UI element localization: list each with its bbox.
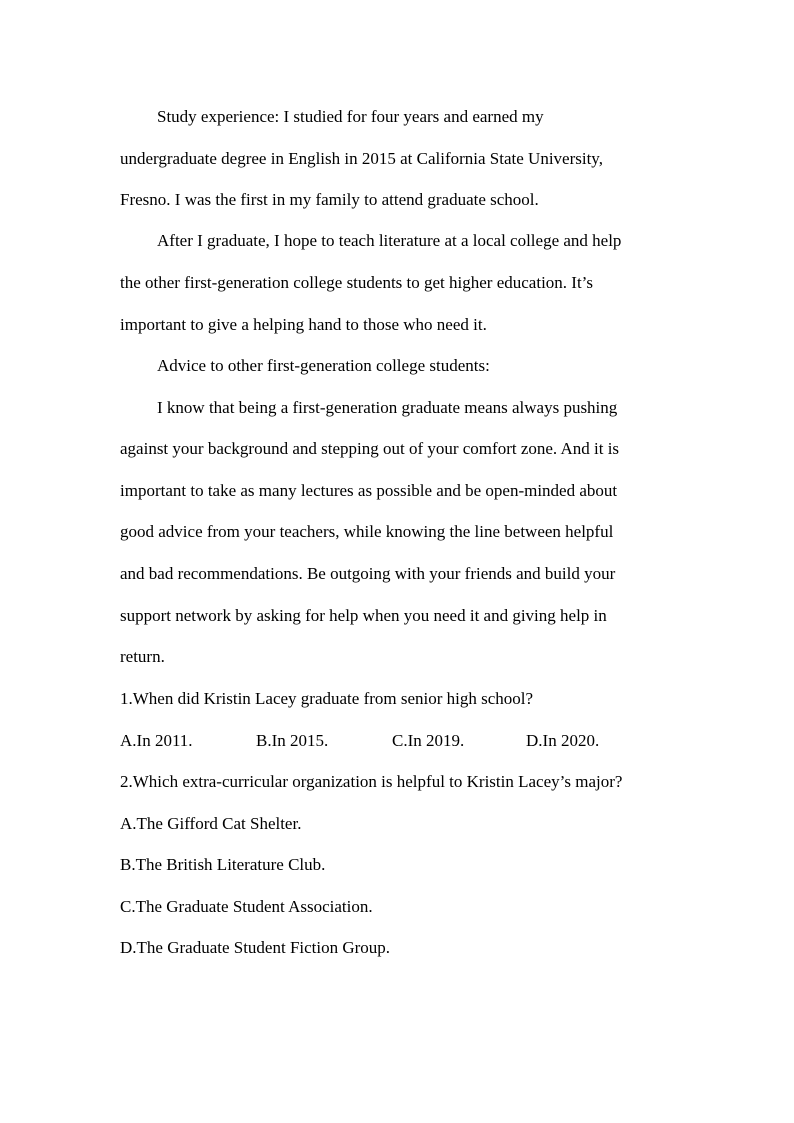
paragraph-line: and bad recommendations. Be outgoing with your friends and build your (120, 564, 616, 583)
paragraph-line: the other first-generation college students to get higher education. It’s (120, 273, 594, 292)
paragraph-line: important to take as many lectures as possible and be open-minded about (120, 481, 618, 500)
question-1-option-b: B.In 2015. (256, 731, 329, 750)
paragraph-line: important to give a helping hand to those who need it. (120, 315, 487, 334)
question-1-option-d: D.In 2020. (526, 731, 600, 750)
paragraph-line: I know that being a first-generation graduate means always pushing (157, 398, 618, 417)
question-2-option-b: B.The British Literature Club. (120, 855, 326, 874)
paragraph-line: return. (120, 647, 165, 666)
paragraph-line: Fresno. I was the first in my family to attend graduate school. (120, 190, 539, 209)
paragraph-line: Study experience: I studied for four years and earned my (157, 107, 544, 126)
paragraph-line: After I graduate, I hope to teach literature at a local college and help (157, 231, 622, 250)
paragraph-line: against your background and stepping out of your comfort zone. And it is (120, 439, 620, 458)
question-1-option-a: A.In 2011. (120, 731, 193, 750)
paragraph-line: good advice from your teachers, while knowing the line between helpful (120, 522, 614, 541)
paragraph-line: Advice to other first-generation college students: (157, 356, 490, 375)
question-2-stem: 2.Which extra-curricular organization is helpful to Kristin Lacey’s major? (120, 772, 623, 791)
paragraph-line: undergraduate degree in English in 2015 at California State University, (120, 149, 603, 168)
question-1-option-c: C.In 2019. (392, 731, 465, 750)
paragraph-line: support network by asking for help when you need it and giving help in (120, 606, 607, 625)
question-2-option-a: A.The Gifford Cat Shelter. (120, 814, 302, 833)
question-2-option-d: D.The Graduate Student Fiction Group. (120, 938, 391, 957)
question-1-stem: 1.When did Kristin Lacey graduate from senior high school? (120, 689, 534, 708)
question-2-option-c: C.The Graduate Student Association. (120, 897, 373, 916)
